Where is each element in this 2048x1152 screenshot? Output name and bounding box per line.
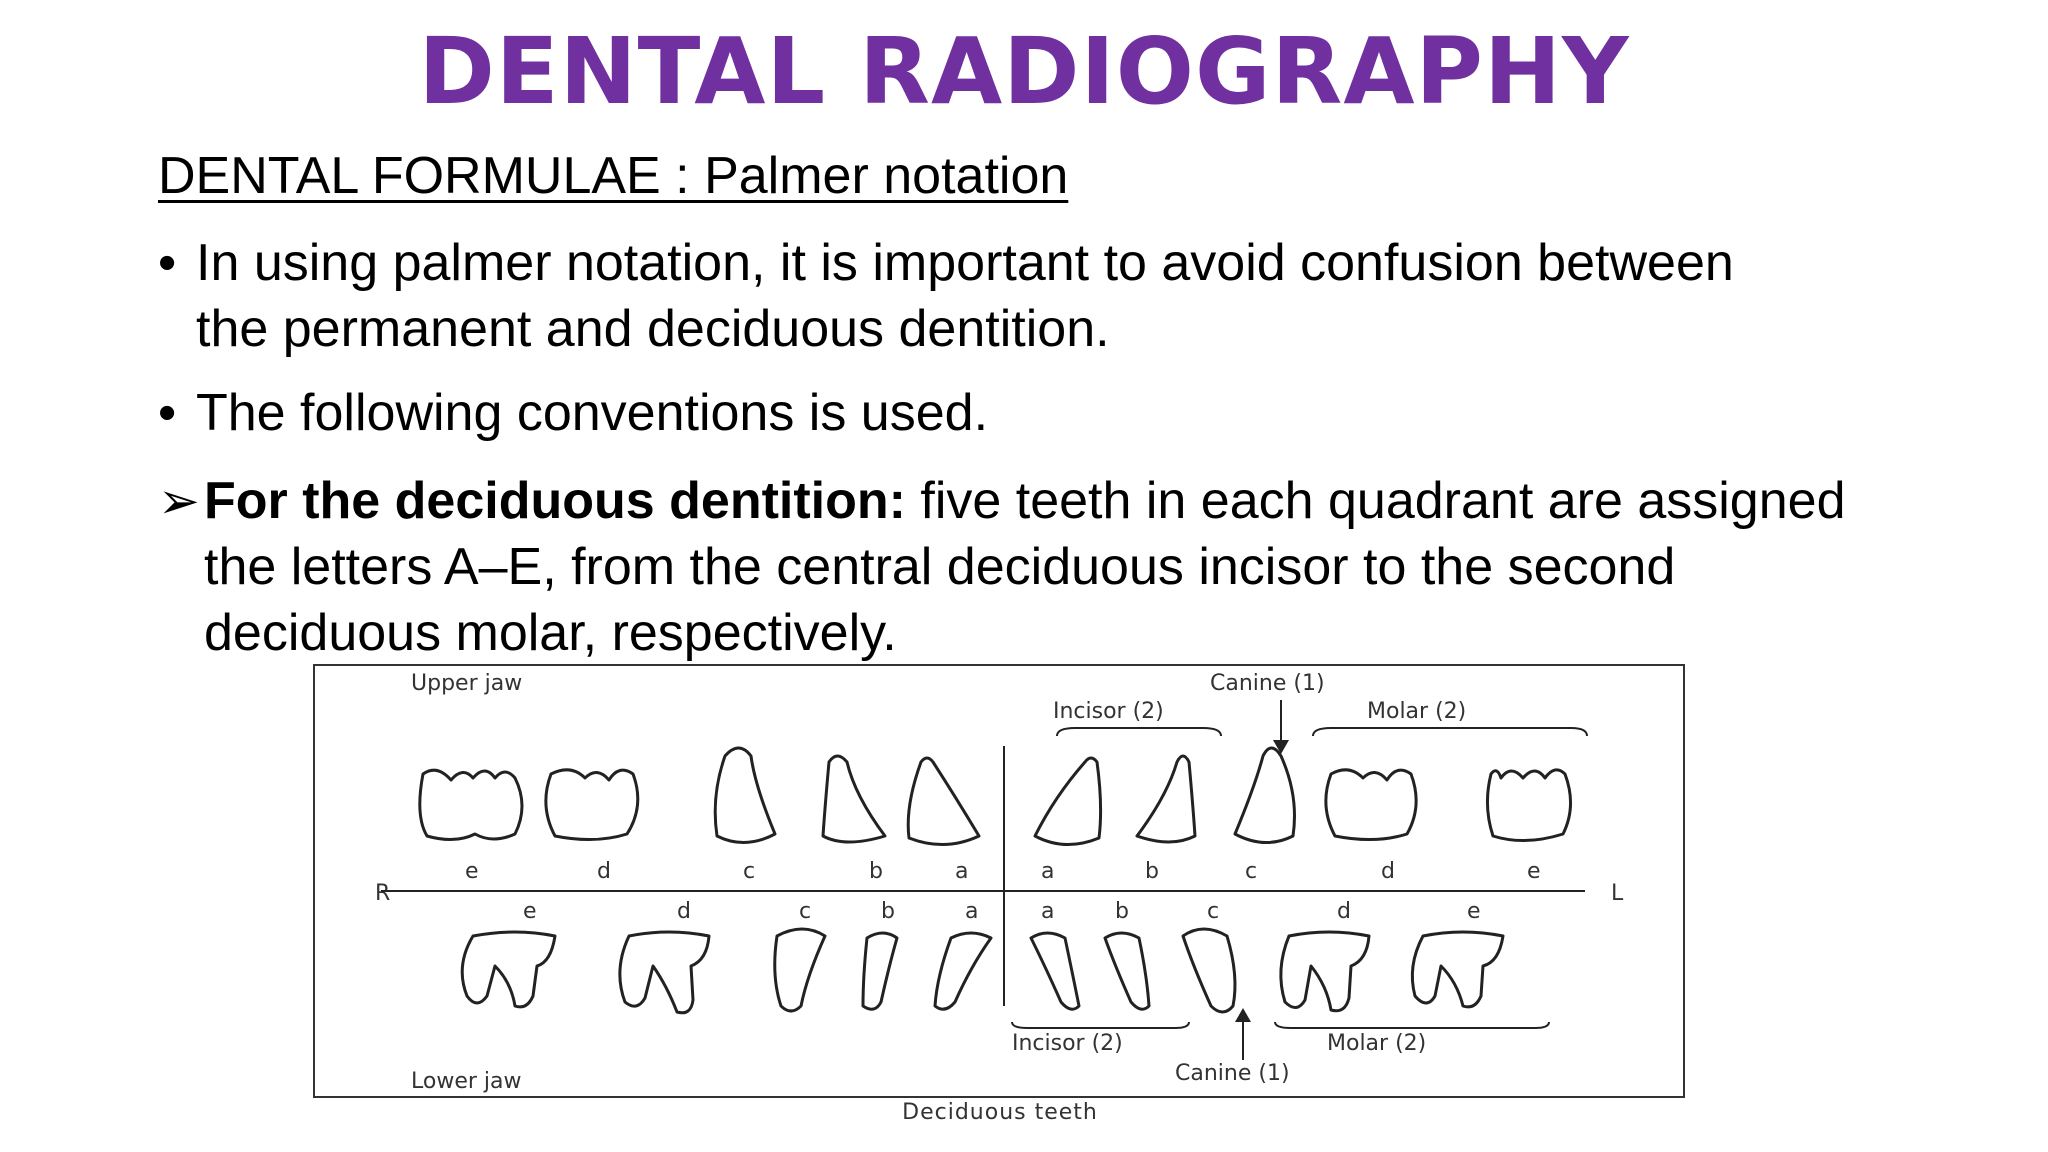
bullet-3	[158, 468, 1845, 666]
upper-incisor-brace	[1057, 728, 1221, 736]
upper-letter: d	[597, 859, 611, 884]
upper-left-canine-c	[1235, 748, 1295, 843]
lower-letter: c	[1207, 899, 1220, 924]
upper-letter: a	[1041, 859, 1055, 884]
upper-letter: c	[1245, 859, 1258, 884]
arrow-bullet-icon: ➢	[158, 473, 200, 529]
lower-left-incisor-b	[1105, 933, 1149, 1009]
figure-caption: Deciduous teeth	[902, 1100, 1098, 1125]
lower-right-molar-d	[620, 932, 709, 1013]
lower-letter: a	[965, 899, 979, 924]
bullet-dot: •	[158, 384, 177, 442]
upper-right-molar-d	[546, 770, 638, 840]
upper-left-incisor-b	[1137, 756, 1195, 842]
upper-letter: d	[1381, 859, 1395, 884]
upper-jaw-label: Upper jaw	[411, 671, 523, 696]
upper-right-canine-c	[715, 748, 775, 843]
upper-left-molar-e	[1487, 770, 1570, 841]
bullet-1-line-1: In using palmer notation, it is important to avoid confusion between	[196, 234, 1734, 292]
bullet-1-line-2: the permanent and deciduous dentition.	[196, 300, 1110, 358]
lower-left-molar-d	[1281, 932, 1369, 1011]
upper-molar-label: Molar (2)	[1367, 699, 1467, 724]
lower-letter: c	[799, 899, 812, 924]
lower-letter: b	[881, 899, 895, 924]
bullet-2	[158, 380, 988, 446]
bullet-3-line-3: deciduous molar, respectively.	[204, 604, 897, 662]
upper-letter: b	[1145, 859, 1159, 884]
lower-right-incisor-a	[935, 933, 991, 1009]
lower-letter: d	[677, 899, 691, 924]
upper-letter: e	[465, 859, 479, 884]
upper-letter: b	[869, 859, 883, 884]
bullet-1	[158, 230, 1734, 362]
bullet-3-line-1	[158, 468, 1845, 534]
teeth-diagram	[315, 666, 1687, 1100]
lower-canine-arrow-icon	[1235, 1008, 1251, 1022]
bullet-3-line-2: the letters A–E, from the central deciduous incisor to the second	[204, 538, 1676, 596]
lower-canine-label: Canine (1)	[1175, 1061, 1290, 1086]
upper-letter: a	[955, 859, 969, 884]
upper-right-incisor-a	[908, 758, 979, 845]
lower-left-molar-e	[1412, 932, 1503, 1007]
side-left-label: L	[1611, 881, 1624, 906]
upper-letter: e	[1527, 859, 1541, 884]
lower-right-incisor-b	[863, 933, 897, 1009]
upper-molar-brace	[1313, 728, 1587, 736]
bullet-3-bold: For the deciduous dentition:	[204, 472, 906, 530]
lower-incisor-brace	[1012, 1022, 1189, 1028]
lower-incisor-label: Incisor (2)	[1012, 1031, 1123, 1056]
upper-letter: c	[743, 859, 756, 884]
upper-right-incisor-b	[823, 756, 885, 842]
upper-right-molar-e	[420, 770, 522, 839]
lower-left-incisor-a	[1031, 933, 1079, 1009]
upper-canine-arrow-icon	[1273, 740, 1289, 754]
deciduous-teeth-figure	[313, 664, 1685, 1098]
lower-letter: e	[1467, 899, 1481, 924]
lower-letter: a	[1041, 899, 1055, 924]
upper-canine-label: Canine (1)	[1210, 671, 1325, 696]
lower-jaw-label: Lower jaw	[411, 1069, 522, 1094]
lower-letter: d	[1337, 899, 1351, 924]
lower-left-canine-c	[1183, 929, 1235, 1012]
upper-left-incisor-a	[1035, 758, 1101, 845]
lower-molar-label: Molar (2)	[1327, 1031, 1427, 1056]
lower-molar-brace	[1275, 1022, 1549, 1028]
bullet-dot: •	[158, 234, 177, 292]
lower-right-molar-e	[462, 932, 555, 1007]
lower-letter: b	[1115, 899, 1129, 924]
upper-left-molar-d	[1326, 770, 1416, 840]
bullet-3-line-1-rest: five teeth in each quadrant are assigned	[905, 472, 1846, 530]
side-right-label: R	[375, 881, 391, 906]
lower-right-canine-c	[775, 929, 825, 1011]
upper-incisor-label: Incisor (2)	[1053, 699, 1164, 724]
slide-title: DENTAL RADIOGRAPHY	[418, 18, 1630, 125]
bullet-2-line-1: The following conventions is used.	[196, 384, 989, 442]
lower-letter: e	[523, 899, 537, 924]
slide-subtitle: DENTAL FORMULAE : Palmer notation	[158, 147, 1069, 205]
